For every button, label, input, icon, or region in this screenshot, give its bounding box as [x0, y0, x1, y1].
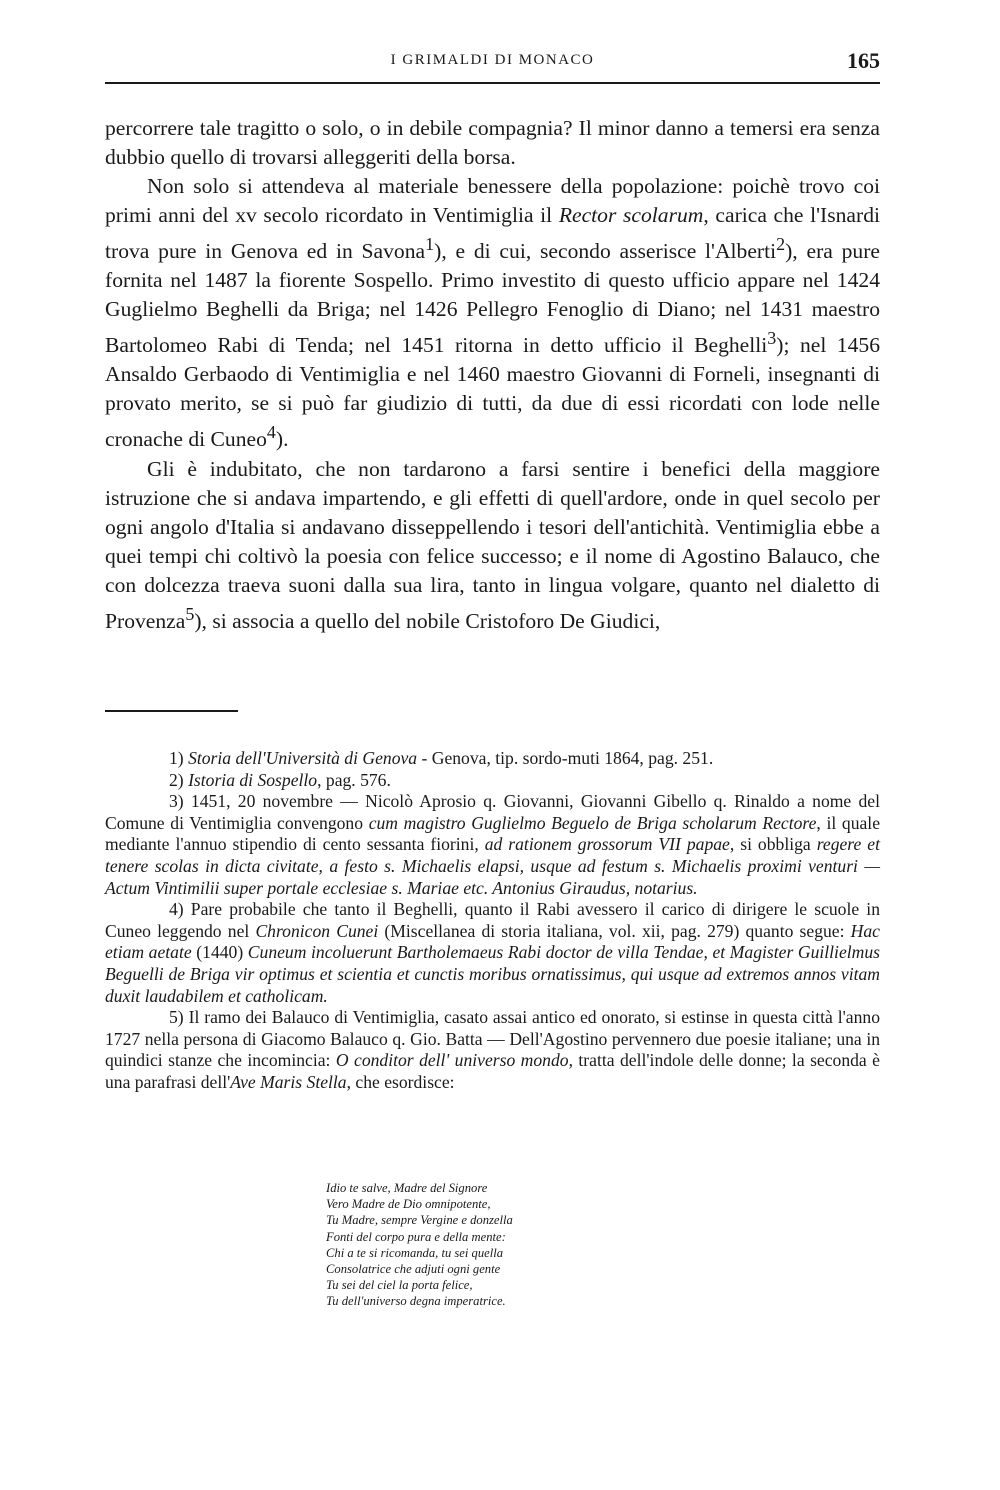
rector-scolarum-term: Rector scolarum: [558, 203, 704, 227]
paragraph-3-text: Gli è indubitato, che non tardarono a farsi sentire i benefici della maggiore istruzione che si andava impartendo, e gli effetti di quell'ardore, onde in quel secolo per ogni angolo d'Italia si andavano disseppellendo i tesori dell'antichità. Ventimiglia ebbe a quei tempi chi coltivò la poesia con felice successo; e il nome di Agostino Balauco, che con dolcezza traeva suoni dalla sua lira, tanto in lingua volgare, quanto nel dialetto di Provenza: [105, 456, 880, 633]
footnote-ref[interactable]: 1: [425, 234, 435, 254]
footnote-title: Istoria di Sospello: [188, 769, 318, 790]
footnote-title: Storia dell'Università di Genova: [188, 748, 418, 768]
paragraph-1: [105, 114, 880, 172]
footnote-5: [105, 1007, 880, 1093]
running-head: I GRIMALDI DI MONACO: [390, 52, 595, 68]
paragraph-2-text: ); nel 1456 Ansaldo Gerbaodo di Ventimiglia e nel 1460 maestro Giovanni di Forneli, insegnanti di provato merito, se si può far giudizio di tutti, da due di essi ricordati con lode nelle cronache di Cuneo: [105, 333, 880, 452]
header-rule: [105, 82, 880, 84]
poem-line: Vero Madre de Dio omnipotente,: [326, 1197, 491, 1212]
footnote-text: - Genova, tip. sordo-muti 1864, pag. 251.: [417, 748, 714, 768]
footnote-text: , si obbliga: [729, 834, 817, 855]
footnote-text: , tratta dell'indole delle donne; la seconda è una parafrasi dell': [105, 1050, 880, 1092]
footnote-number: 2): [169, 769, 184, 790]
footnote-latin: cum magistro Guglielmo Beguelo de Briga scholarum Rectore: [368, 812, 817, 833]
footnote-2: [105, 770, 880, 792]
poem-line: Idio te salve, Madre del Signore: [326, 1181, 488, 1195]
footnote-text: , che esordisce:: [346, 1071, 455, 1092]
footnote-1: [105, 748, 880, 770]
poem-line: Tu dell'universo degna imperatrice.: [326, 1294, 506, 1309]
poem: [326, 1180, 686, 1310]
footnote-3: [105, 791, 880, 899]
footnotes: [105, 748, 880, 1094]
footnote-number: 1): [169, 748, 184, 768]
footnote-ref[interactable]: 2: [776, 234, 786, 254]
footnote-latin: Chronicon Cunei: [255, 920, 379, 941]
footnote-text: (Miscellanea di storia italiana, vol. xii, pag. 279) quanto segue:: [378, 920, 851, 941]
paragraph-2: [105, 172, 880, 455]
poem-line: Tu sei del ciel la porta felice,: [326, 1278, 473, 1293]
footnote-rule: [105, 710, 238, 712]
footnote-text: 4) Pare probabile che tanto il Beghelli, quanto il Rabi avessero il carico di dirigere le scuole in Cuneo leggendo nel: [105, 899, 880, 941]
footnote-latin: Cuneum incoluerunt Bartholemaeus Rabi doctor de villa Tendae, et Magister Guillielmus Beguelli de Briga vir optimus et scientia et cunctis moribus ornatissimus, qui usque ad extremos annos vitam duxit laudabilem et catholicam.: [105, 942, 880, 1006]
paragraph-3-text: ), si associa a quello del nobile Cristoforo De Giudici,: [194, 608, 661, 633]
footnote-4: [105, 899, 880, 1007]
footnote-ref[interactable]: 4: [266, 422, 276, 443]
poem-line: Chi a te si ricomanda, tu sei quella: [326, 1245, 504, 1260]
poem-line: Fonti del corpo pura e della mente:: [326, 1229, 506, 1244]
footnote-title: Ave Maris Stella: [230, 1071, 347, 1092]
footnote-text: 5) Il ramo dei Balauco di Ventimiglia, casato assai antico ed onorato, si estinse in questa città l'anno 1727 nella persona di Giacomo Balauco q. Gio. Batta — Dell'Agostino pervennero due poesie italiane; una in quindici stanze che incomincia:: [105, 1007, 880, 1071]
page-number: 165: [847, 48, 880, 73]
paragraph-2-text: , carica che l'Isnardi trova pure in Genova ed in Savona: [105, 203, 880, 264]
paragraph-3: [105, 455, 880, 636]
footnote-text: (1440): [191, 942, 248, 963]
paragraph-1-text: percorrere tale tragitto o solo, o in debile compagnia? Il minor danno a temersi era senza dubbio quello di trovarsi alleggeriti della borsa.: [105, 116, 880, 169]
footnote-latin: Hac etiam aetate: [105, 920, 880, 963]
paragraph-2-text: ), e di cui, secondo asserisce l'Alberti: [434, 239, 777, 264]
footnote-text: 3) 1451, 20 novembre — Nicolò Aprosio q. Giovanni, Giovanni Gibello q. Rinaldo a nome del Comune di Ventimiglia convengono: [105, 791, 880, 833]
page-header: [105, 48, 880, 78]
footnote-title: O conditor dell' universo mondo: [335, 1050, 569, 1071]
paragraph-2-text: ), era pure fornita nel 1487 la fiorente Sospello. Primo investito di questo ufficio appare nel 1424 Guglielmo Beghelli da Briga; nel 1426 Pellegro Fenoglio di Diano; nel 1431 maestro Bartolomeo Rabi di Tenda; nel 1451 ritorna in detto ufficio il Beghelli: [105, 239, 880, 358]
footnote-text: , pag. 576.: [317, 769, 391, 790]
footnote-ref[interactable]: 3: [767, 328, 777, 349]
footnote-latin: ad rationem grossorum VII papae: [484, 834, 730, 855]
paragraph-2-text: Non solo si attendeva al materiale benessere della popolazione: poichè trovo coi primi anni del xv secolo ricordato in Ventimiglia il: [105, 174, 880, 227]
paragraph-2-text: ).: [275, 427, 289, 452]
footnote-latin: regere et tenere scolas in dicta civitate, a festo s. Michaelis elapsi, usque ad festum s. Michaelis proximi venturi — Actum Vintimilii super portale ecclesiae s. Mariae etc. Antonius Giraudus, notarius.: [105, 834, 880, 898]
footnote-text: , il quale mediante l'annuo stipendio di cento sessanta fiorini,: [105, 812, 881, 855]
main-text: [105, 114, 880, 636]
poem-line: Tu Madre, sempre Vergine e donzella: [326, 1213, 513, 1228]
poem-line: Consolatrice che adjuti ogni gente: [326, 1262, 501, 1277]
footnote-ref[interactable]: 5: [185, 603, 195, 624]
